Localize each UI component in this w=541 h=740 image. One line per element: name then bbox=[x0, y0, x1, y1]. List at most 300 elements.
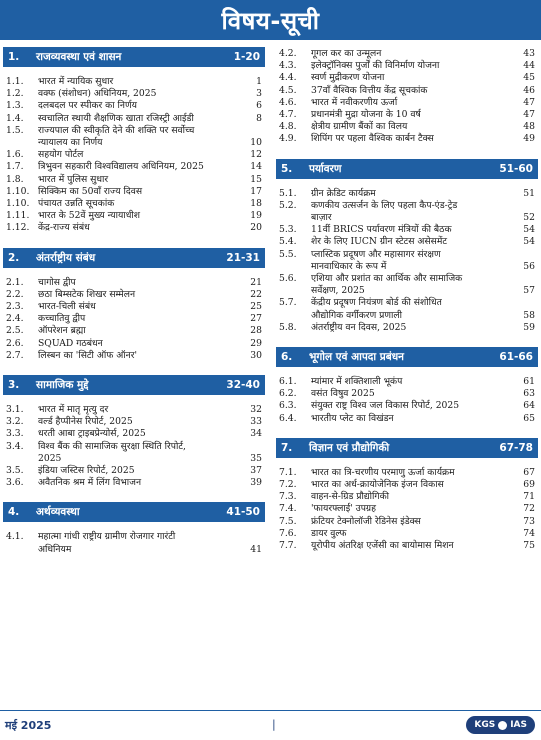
toc-entry-number: 2.5. bbox=[6, 325, 24, 337]
toc-entry-number: 1.10. bbox=[6, 198, 30, 210]
toc-entry-number: 5.2. bbox=[279, 199, 297, 211]
toc-entry-number: 2.6. bbox=[6, 337, 24, 349]
toc-entry-title bbox=[38, 186, 240, 198]
toc-entry-page: 15 bbox=[250, 173, 262, 185]
toc-entry[interactable] bbox=[276, 121, 538, 133]
toc-entry-title-line: शेर के लिए IUCN ग्रीन स्टेटस असेसमेंट bbox=[311, 236, 447, 248]
toc-entry-page: 46 bbox=[523, 84, 535, 96]
toc-entry-title-line: सिक्किम का 50वाँ राज्य दिवस bbox=[38, 185, 143, 197]
toc-entry-number: 6.1. bbox=[279, 376, 297, 388]
toc-entry-number: 5.4. bbox=[279, 236, 297, 248]
toc-entry-title bbox=[311, 249, 513, 273]
toc-entry-title-line: अंतर्राष्ट्रीय वन दिवस, 2025 bbox=[311, 321, 407, 333]
toc-entry-title bbox=[311, 400, 513, 412]
toc-entry-number: 2.1. bbox=[6, 276, 24, 288]
toc-entry-title bbox=[311, 121, 513, 133]
toc-entry-number: 7.3. bbox=[279, 491, 297, 503]
toc-entry[interactable] bbox=[3, 186, 265, 198]
toc-entry-title bbox=[311, 236, 513, 248]
toc-entry-page: 49 bbox=[523, 133, 535, 145]
toc-entry-number: 3.6. bbox=[6, 477, 24, 489]
section-number: 6. bbox=[281, 351, 293, 364]
toc-entry-title-line: गूगल कर का उन्मूलन bbox=[311, 48, 382, 59]
toc-entry[interactable] bbox=[3, 113, 265, 125]
toc-entry-page: 6 bbox=[256, 100, 262, 112]
toc-entry-title-line: ग्रीन क्रेडिट कार्यक्रम bbox=[311, 187, 376, 199]
toc-entry-title-line: भारत का अर्ध-क्रायोजेनिक इंजन विकास bbox=[311, 479, 444, 491]
toc-entry[interactable] bbox=[276, 376, 538, 388]
section-spacer bbox=[3, 362, 265, 372]
toc-entry-title bbox=[311, 85, 513, 97]
toc-entry[interactable] bbox=[276, 85, 538, 97]
section-number: 2. bbox=[8, 251, 20, 264]
toc-entry-page: 25 bbox=[250, 301, 262, 313]
toc-entry-title-line: चागोस द्वीप bbox=[38, 276, 76, 288]
toc-entry-number: 4.9. bbox=[279, 133, 297, 145]
toc-entry[interactable] bbox=[3, 350, 265, 362]
toc-entry-title bbox=[311, 388, 513, 400]
section-header[interactable] bbox=[3, 375, 265, 395]
toc-entry-number: 6.4. bbox=[279, 412, 297, 424]
toc-entry-title-line: मानवाधिकार के रूप में bbox=[311, 260, 387, 272]
toc-entry-number: 1.10. bbox=[6, 185, 30, 197]
toc-entry[interactable] bbox=[3, 174, 265, 186]
toc-entry-number: 5.5. bbox=[279, 248, 297, 260]
toc-entry-number: 1.2. bbox=[6, 88, 24, 100]
toc-entry-title-line: प्रधानमंत्री मुद्रा योजना के 10 वर्ष bbox=[311, 109, 421, 121]
toc-entry-title-line: वसंत विषुव 2025 bbox=[311, 388, 375, 400]
toc-entry[interactable] bbox=[276, 188, 538, 200]
toc-entry-number: 3.1. bbox=[6, 404, 24, 416]
toc-entry-page: 47 bbox=[523, 109, 535, 121]
toc-entry-number: 4.8. bbox=[279, 121, 297, 133]
toc-entry-title bbox=[311, 467, 513, 479]
toc-entry-number: 3.5. bbox=[6, 465, 24, 477]
toc-entry-title-line: विश्व बैंक की सामाजिक सुरक्षा स्थिति रिपोर्ट, bbox=[38, 440, 186, 452]
toc-entry-title-line: बाज़ार bbox=[311, 212, 332, 224]
toc-entry-title bbox=[38, 338, 240, 350]
toc-entry-title-line: भारत के 52वें मुख्य न्यायाधीश bbox=[38, 210, 140, 222]
section-page-range: 61-66 bbox=[499, 351, 533, 364]
section-page-range: 21-31 bbox=[226, 251, 260, 264]
toc-entry-page: 20 bbox=[250, 222, 262, 234]
toc-entry[interactable] bbox=[276, 297, 538, 321]
toc-entry-title-line: लिस्बन का 'सिटी ऑफ ऑनर' bbox=[38, 349, 138, 361]
kgs-ias-logo bbox=[466, 716, 535, 734]
toc-entry-title-line: फ्रंटियर टेक्नोलॉजी रेडिनेस इंडेक्स bbox=[311, 515, 421, 527]
toc-entry-title-line: शिपिंग पर पहला वैश्विक कार्बन टैक्स bbox=[311, 133, 434, 145]
toc-entry-title-line: भारत में न्यायिक सुधार bbox=[38, 76, 114, 87]
toc-entry-title bbox=[38, 416, 240, 428]
toc-entry-page: 54 bbox=[523, 236, 535, 248]
toc-entry-number: 7.7. bbox=[279, 540, 297, 552]
toc-entry-title bbox=[38, 149, 240, 161]
toc-entry-number: 2.2. bbox=[6, 288, 24, 300]
toc-entry-title bbox=[311, 540, 513, 552]
toc-entry[interactable] bbox=[3, 477, 265, 489]
toc-entry-title bbox=[38, 277, 240, 289]
toc-entry-page: 18 bbox=[250, 198, 262, 210]
toc-entry-title-line: इंडिया जस्टिस रिपोर्ट, 2025 bbox=[38, 465, 135, 477]
toc-entry-title-line: भारत में मातृ मृत्यु दर bbox=[38, 404, 109, 416]
toc-entry-page: 47 bbox=[523, 96, 535, 108]
toc-entry-number: 2.3. bbox=[6, 301, 24, 313]
toc-entry-page: 33 bbox=[250, 416, 262, 428]
toc-entry[interactable] bbox=[3, 198, 265, 210]
section-spacer bbox=[276, 334, 538, 344]
toc-entry-title bbox=[38, 477, 240, 489]
toc-entry-title-line: अवैतनिक श्रम में लिंग विभाजन bbox=[38, 477, 142, 489]
toc-entry[interactable] bbox=[276, 109, 538, 121]
toc-entry-page: 14 bbox=[250, 161, 262, 173]
toc-entry-number: 7.5. bbox=[279, 515, 297, 527]
toc-entry-title bbox=[311, 109, 513, 121]
toc-entry-number: 7.2. bbox=[279, 479, 297, 491]
toc-entry-page: 67 bbox=[523, 466, 535, 478]
toc-entry[interactable] bbox=[276, 467, 538, 479]
toc-entry[interactable] bbox=[3, 277, 265, 289]
toc-entry-number: 3.3. bbox=[6, 428, 24, 440]
toc-entry-title-line: दलबदल पर स्पीकर का निर्णय bbox=[38, 100, 137, 112]
toc-entry-title bbox=[38, 325, 240, 337]
toc-entry-page: 51 bbox=[523, 187, 535, 199]
toc-entry[interactable] bbox=[3, 76, 265, 88]
toc-entry-page: 69 bbox=[523, 479, 535, 491]
toc-entry-page: 65 bbox=[523, 412, 535, 424]
toc-entry-page: 28 bbox=[250, 325, 262, 337]
toc-entry-title-line: छठा बिम्सटेक शिखर सम्मेलन bbox=[38, 288, 136, 300]
section-title: भूगोल एवं आपदा प्रबंधन bbox=[309, 351, 404, 364]
toc-entry-page: 12 bbox=[250, 149, 262, 161]
toc-entry-title bbox=[311, 297, 513, 321]
section-spacer bbox=[3, 556, 265, 566]
logo-ias-text: IAS bbox=[510, 720, 527, 730]
toc-entry-number: 1.3. bbox=[6, 100, 24, 112]
toc-entry-title bbox=[38, 198, 240, 210]
toc-entry-page: 64 bbox=[523, 400, 535, 412]
toc-entry-number: 1.8. bbox=[6, 173, 24, 185]
toc-entry-title-line: डायर वुल्फ bbox=[311, 527, 347, 539]
section-title: अर्थव्यवस्था bbox=[36, 506, 80, 519]
toc-entry-title-line: म्यांमार में शक्तिशाली भूकंप bbox=[311, 376, 403, 388]
toc-entry-page: 34 bbox=[250, 428, 262, 440]
toc-entry-number: 1.4. bbox=[6, 112, 24, 124]
toc-entry-title-line: भारतीय प्लेट का विखंडन bbox=[311, 412, 394, 424]
toc-entry[interactable] bbox=[3, 531, 265, 555]
section-spacer bbox=[276, 552, 538, 562]
toc-entry-number: 1.5. bbox=[6, 124, 24, 136]
toc-entry-title bbox=[38, 301, 240, 313]
toc-entry-title-line: संयुक्त राष्ट्र विश्व जल विकास रिपोर्ट, 2025 bbox=[311, 400, 460, 412]
toc-entry-title bbox=[38, 100, 240, 112]
toc-entry-number: 2.4. bbox=[6, 313, 24, 325]
toc-entry-title-line: औद्योगिक वर्गीकरण प्रणाली bbox=[311, 309, 402, 321]
toc-entry[interactable] bbox=[3, 416, 265, 428]
toc-entry-title-line: SQUAD गठबंधन bbox=[38, 337, 103, 349]
toc-entry-title bbox=[311, 224, 513, 236]
toc-entry[interactable] bbox=[3, 325, 265, 337]
toc-entry-title-line: केंद्रीय प्रदूषण नियंत्रण बोर्ड की संशोधित bbox=[311, 297, 442, 309]
toc-entry[interactable] bbox=[3, 100, 265, 112]
logo-kgs-text: KGS bbox=[474, 720, 496, 730]
toc-entry-title-line: त्रिभुवन सहकारी विश्वविद्यालय अधिनियम, 2025 bbox=[38, 161, 204, 173]
toc-entry[interactable] bbox=[276, 400, 538, 412]
toc-entry-title bbox=[38, 428, 240, 440]
toc-entry-title-line: प्लास्टिक प्रदूषण और महासागर संरक्षण bbox=[311, 248, 441, 260]
toc-entry-title-line: न्यायालय का निर्णय bbox=[38, 137, 103, 149]
toc-entry-title bbox=[311, 322, 513, 334]
toc-entry-title bbox=[311, 503, 513, 515]
toc-entry-page: 29 bbox=[250, 337, 262, 349]
toc-entry-title bbox=[311, 528, 513, 540]
section-number: 5. bbox=[281, 162, 293, 175]
toc-entry[interactable] bbox=[3, 210, 265, 222]
toc-entry[interactable] bbox=[276, 322, 538, 334]
toc-entry-title bbox=[311, 72, 513, 84]
toc-entry[interactable] bbox=[276, 388, 538, 400]
toc-entry-page: 52 bbox=[523, 212, 535, 224]
section-number: 1. bbox=[8, 51, 20, 63]
toc-entry-title bbox=[311, 413, 513, 425]
toc-entry-page: 27 bbox=[250, 313, 262, 325]
section-header[interactable] bbox=[3, 502, 265, 522]
toc-entry-title-line: वक्फ (संशोधन) अधिनियम, 2025 bbox=[38, 88, 157, 100]
toc-entry-number: 4.7. bbox=[279, 109, 297, 121]
section-header[interactable] bbox=[276, 438, 538, 458]
toc-entry-page: 61 bbox=[523, 376, 535, 388]
toc-entry-title-line: भारत-चिली संबंध bbox=[38, 301, 96, 313]
toc-entry-number: 1.11. bbox=[6, 210, 30, 222]
toc-entry[interactable] bbox=[3, 465, 265, 477]
toc-entry[interactable] bbox=[276, 479, 538, 491]
toc-entry-title-line: वाहन-से-ग्रिड प्रौद्योगिकी bbox=[311, 491, 390, 503]
toc-entry[interactable] bbox=[276, 236, 538, 248]
section-title: विज्ञान एवं प्रौद्योगिकी bbox=[309, 441, 390, 454]
toc-entry-title bbox=[311, 479, 513, 491]
section-number: 4. bbox=[8, 506, 20, 519]
section-header[interactable] bbox=[3, 47, 265, 67]
section-page-range: 41-50 bbox=[226, 506, 260, 519]
toc-entry-title-line: सर्वेक्षण, 2025 bbox=[311, 285, 365, 297]
toc-entry-title bbox=[311, 200, 513, 224]
toc-entry-title-line: 37वाँ वैश्विक वित्तीय केंद्र सूचकांक bbox=[311, 84, 428, 96]
toc-entry-page: 10 bbox=[250, 137, 262, 149]
toc-entry-title-line: कणकीय उत्सर्जन के लिए पहला कैप-एंड-ट्रेड bbox=[311, 199, 458, 211]
toc-entry-page: 22 bbox=[250, 288, 262, 300]
toc-entry-title-line: भारत का त्रि-चरणीय परमाणु ऊर्जा कार्यक्रम bbox=[311, 466, 455, 478]
toc-entry-title bbox=[38, 313, 240, 325]
toc-entry-title-line: केंद्र-राज्य संबंध bbox=[38, 222, 90, 234]
toc-entry-page: 48 bbox=[523, 121, 535, 133]
toc-entry-page: 41 bbox=[250, 543, 262, 555]
section-spacer bbox=[276, 425, 538, 435]
toc-entry-number: 6.3. bbox=[279, 400, 297, 412]
toc-entry-title bbox=[38, 210, 240, 222]
toc-entry-number: 7.4. bbox=[279, 503, 297, 515]
page-title: विषय-सूची bbox=[0, 0, 541, 40]
toc-entry-title-line: पंचायत उन्नति सूचकांक bbox=[38, 198, 115, 210]
toc-entry-title bbox=[311, 60, 513, 72]
toc-entry[interactable] bbox=[3, 404, 265, 416]
toc-entry-page: 54 bbox=[523, 224, 535, 236]
toc-entry[interactable] bbox=[276, 224, 538, 236]
toc-entry-title bbox=[311, 188, 513, 200]
toc-entry-page: 75 bbox=[523, 540, 535, 552]
toc-entry-number: 3.4. bbox=[6, 440, 24, 452]
toc-entry[interactable] bbox=[276, 48, 538, 60]
toc-entry[interactable] bbox=[276, 97, 538, 109]
toc-entry-title bbox=[38, 174, 240, 186]
toc-entry-number: 3.2. bbox=[6, 416, 24, 428]
toc-entry-number: 1.7. bbox=[6, 161, 24, 173]
section-title: पर्यावरण bbox=[309, 162, 342, 175]
toc-entry-title-line: एशिया और प्रशांत का आर्थिक और सामाजिक bbox=[311, 273, 463, 285]
toc-entry[interactable] bbox=[276, 528, 538, 540]
toc-entry-title-line: स्वचालित स्थायी शैक्षणिक खाता रजिस्ट्री आईडी bbox=[38, 112, 194, 124]
toc-entry[interactable] bbox=[276, 273, 538, 297]
toc-entry-title bbox=[38, 531, 240, 555]
toc-entry-title-line: राज्यपाल की स्वीकृति देने की शक्ति पर सर्वोच्च bbox=[38, 124, 195, 136]
toc-entry-title bbox=[311, 491, 513, 503]
toc-entry[interactable] bbox=[276, 60, 538, 72]
toc-entry-title bbox=[38, 289, 240, 301]
toc-entry[interactable] bbox=[3, 289, 265, 301]
page-footer bbox=[0, 710, 541, 740]
toc-entry-title bbox=[311, 97, 513, 109]
toc-entry-page: 37 bbox=[250, 465, 262, 477]
toc-entry[interactable] bbox=[276, 516, 538, 528]
toc-entry-number: 5.8. bbox=[279, 321, 297, 333]
toc-entry-number: 4.3. bbox=[279, 60, 297, 72]
toc-entry-title bbox=[38, 441, 240, 465]
section-page-range: 1-20 bbox=[233, 51, 260, 63]
toc-entry[interactable] bbox=[3, 125, 265, 149]
section-page-range: 32-40 bbox=[226, 379, 260, 392]
toc-entry-page: 73 bbox=[523, 515, 535, 527]
section-spacer bbox=[3, 489, 265, 499]
footer-divider: | bbox=[272, 718, 276, 731]
toc-entry-number: 1.6. bbox=[6, 149, 24, 161]
toc-entry-number: 5.6. bbox=[279, 273, 297, 285]
toc-entry-page: 39 bbox=[250, 477, 262, 489]
toc-entry-title bbox=[38, 161, 240, 173]
toc-entry[interactable] bbox=[3, 441, 265, 465]
section-page-range: 67-78 bbox=[499, 441, 533, 454]
toc-entry-page: 57 bbox=[523, 285, 535, 297]
toc-entry-title-line: भारत में नवीकरणीय ऊर्जा bbox=[311, 96, 398, 108]
toc-entry[interactable] bbox=[3, 313, 265, 325]
toc-entry-number: 5.3. bbox=[279, 224, 297, 236]
toc-entry-number: 5.1. bbox=[279, 187, 297, 199]
toc-entry-title-line: भारत में पुलिस सुधार bbox=[38, 173, 109, 185]
toc-entry[interactable] bbox=[276, 413, 538, 425]
section-header[interactable] bbox=[276, 159, 538, 179]
toc-entry-title-line: ऑपरेशन ब्रह्मा bbox=[38, 325, 86, 337]
toc-entry-number: 1.1. bbox=[6, 76, 24, 87]
toc-entry-page: 3 bbox=[256, 88, 262, 100]
toc-entry-page: 72 bbox=[523, 503, 535, 515]
toc-entry-title-line: वर्ल्ड हैप्पीनेस रिपोर्ट, 2025 bbox=[38, 416, 133, 428]
toc-entry-title-line: धरती आबा ट्राइबप्रेन्योर्स, 2025 bbox=[38, 428, 146, 440]
toc-entry-page: 44 bbox=[523, 60, 535, 72]
section-spacer bbox=[276, 146, 538, 156]
toc-left-column bbox=[3, 44, 265, 566]
toc-entry-title bbox=[38, 113, 240, 125]
toc-entry-number: 4.4. bbox=[279, 72, 297, 84]
toc-entry-page: 8 bbox=[256, 112, 262, 124]
toc-entry[interactable] bbox=[276, 503, 538, 515]
section-title: अंतर्राष्ट्रीय संबंध bbox=[36, 251, 96, 264]
toc-entry-title-line: अधिनियम bbox=[38, 543, 72, 555]
section-number: 7. bbox=[281, 441, 293, 454]
toc-entry[interactable] bbox=[3, 301, 265, 313]
toc-entry[interactable] bbox=[3, 88, 265, 100]
toc-right-column bbox=[276, 44, 538, 562]
toc-entry-page: 17 bbox=[250, 185, 262, 197]
section-title: राजव्यवस्था एवं शासन bbox=[36, 51, 122, 63]
toc-entry-number: 4.5. bbox=[279, 84, 297, 96]
toc-entry-title-line: स्वर्ण मुद्रीकरण योजना bbox=[311, 72, 385, 84]
toc-entry-page: 56 bbox=[523, 260, 535, 272]
toc-entry-page: 45 bbox=[523, 72, 535, 84]
toc-entry-number: 4.2. bbox=[279, 48, 297, 59]
toc-entry-number: 1.12. bbox=[6, 222, 30, 234]
toc-entry[interactable] bbox=[276, 491, 538, 503]
toc-entry-title bbox=[311, 133, 513, 145]
section-spacer bbox=[3, 235, 265, 245]
toc-entry-page: 32 bbox=[250, 404, 262, 416]
toc-entry-page: 30 bbox=[250, 349, 262, 361]
toc-entry[interactable] bbox=[276, 540, 538, 552]
toc-entry-title-line: कच्चातिवु द्वीप bbox=[38, 313, 86, 325]
toc-entry[interactable] bbox=[3, 338, 265, 350]
toc-entry-number: 4.1. bbox=[6, 531, 24, 543]
toc-entry-page: 19 bbox=[250, 210, 262, 222]
toc-entry-title bbox=[38, 350, 240, 362]
section-header[interactable] bbox=[276, 347, 538, 367]
toc-entry-page: 21 bbox=[250, 276, 262, 288]
toc-entry-page: 59 bbox=[523, 321, 535, 333]
toc-columns bbox=[0, 44, 541, 708]
toc-entry-title-line: महात्मा गांधी राष्ट्रीय ग्रामीण रोजगार गारंटी bbox=[38, 531, 176, 543]
toc-entry[interactable] bbox=[3, 428, 265, 440]
section-header[interactable] bbox=[3, 248, 265, 268]
toc-entry[interactable] bbox=[276, 200, 538, 224]
continued-section-entries bbox=[276, 44, 538, 146]
toc-entry-title bbox=[311, 376, 513, 388]
toc-entry-title bbox=[38, 88, 240, 100]
toc-entry[interactable] bbox=[3, 222, 265, 234]
toc-entry-title-line: क्षेत्रीय ग्रामीण बैंकों का विलय bbox=[311, 121, 408, 133]
toc-entry[interactable] bbox=[3, 149, 265, 161]
toc-entry-title bbox=[311, 516, 513, 528]
toc-entry[interactable] bbox=[276, 72, 538, 84]
toc-entry-page: 63 bbox=[523, 388, 535, 400]
toc-entry-page: 71 bbox=[523, 491, 535, 503]
toc-entry-title-line: यूरोपीय अंतरिक्ष एजेंसी का बायोमास मिशन bbox=[311, 540, 454, 552]
toc-entry-title bbox=[38, 76, 240, 88]
toc-entry[interactable] bbox=[276, 249, 538, 273]
toc-entry-page: 1 bbox=[256, 76, 262, 87]
toc-entry-title-line: सहयोग पोर्टल bbox=[38, 149, 84, 161]
footer-month: मई 2025 bbox=[5, 719, 52, 732]
section-title: सामाजिक मुद्दे bbox=[36, 379, 89, 392]
toc-entry[interactable] bbox=[276, 133, 538, 145]
toc-entry-title bbox=[311, 48, 513, 60]
section-number: 3. bbox=[8, 379, 20, 392]
toc-entry[interactable] bbox=[3, 161, 265, 173]
toc-entry-page: 43 bbox=[523, 48, 535, 59]
